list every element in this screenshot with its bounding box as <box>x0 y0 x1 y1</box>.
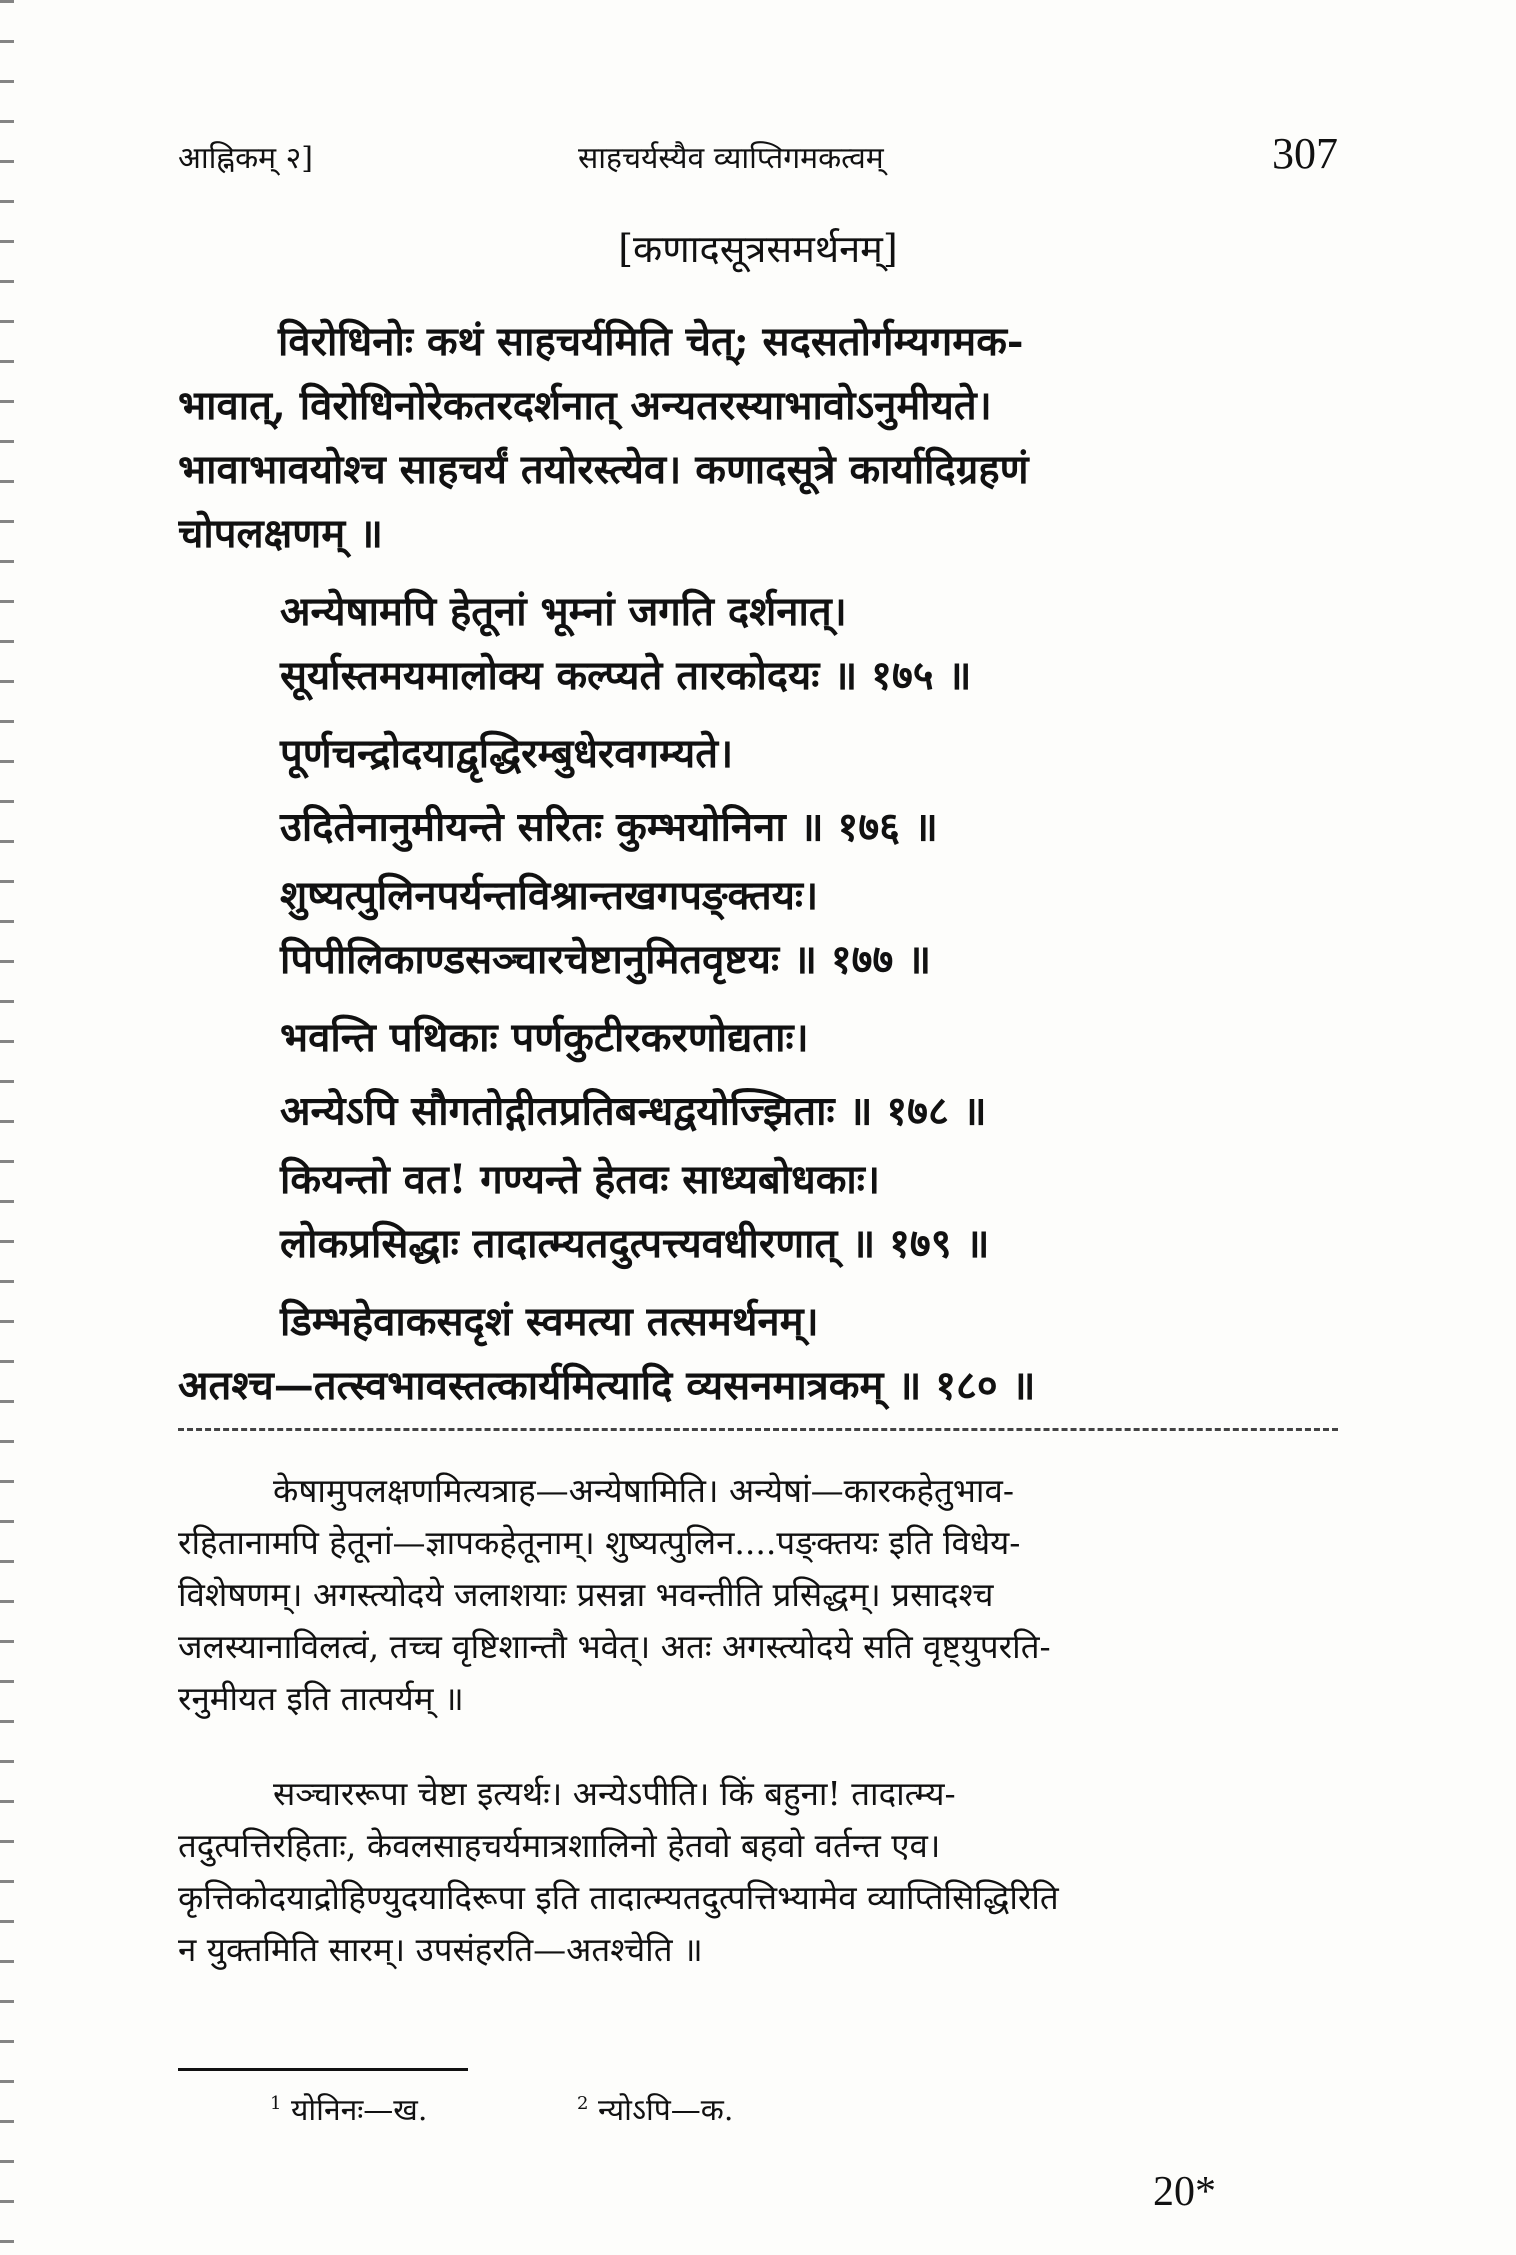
verse-176 <box>280 722 1340 850</box>
commentary-paragraph-1 <box>178 1465 1338 1725</box>
verse-177 <box>280 864 1340 992</box>
footnote-marker: 1 <box>270 2093 282 2114</box>
commentary-line: विशेषणम्। अगस्त्योदये जलाशयाः प्रसन्ना भवन्तीति प्रसिद्धम्। प्रसादश्च <box>178 1575 994 1614</box>
verse-line: कियन्तो वत! गण्यन्ते हेतवः साध्यबोधकाः। <box>280 1156 881 1203</box>
scan-edge <box>0 0 14 2255</box>
prose-line: चोपलक्षणम् ॥ <box>178 510 384 557</box>
running-header <box>178 128 1338 188</box>
verse-line: पिपीलिकाण्डसञ्चारचेष्टानुमितवृष्टयः ॥ १७७ ॥ <box>280 936 932 983</box>
verse-line: लोकप्रसिद्धाः तादात्म्यतदुत्पत्त्यवधीरणात् ॥ १७९ ॥ <box>280 1220 990 1267</box>
commentary-paragraph-2 <box>178 1768 1338 1976</box>
section-title: [कणादसूत्रसमर्थनम्] <box>618 227 898 271</box>
footnote-rule <box>178 2068 468 2071</box>
footnote-marker: 2 <box>576 2093 589 2114</box>
verse-line: पूर्णचन्द्रोदयाद्वृद्धिरम्बुधेरवगम्यते। <box>280 730 734 777</box>
verse-line <box>280 786 1340 850</box>
prose-paragraph <box>178 310 1338 566</box>
commentary-line: केषामुपलक्षणमित्यत्राह—अन्येषामिति। अन्येषां—कारकहेतुभाव- <box>273 1471 1014 1510</box>
commentary-line: तदुत्पत्तिरहिताः, केवलसाहचर्यमात्रशालिनो हेतवो बहवो वर्तन्त एव। <box>178 1826 941 1865</box>
header-center: साहचर्यस्यैव व्याप्तिगमकत्वम् <box>578 141 884 176</box>
footnote-text: योनिनः—ख. <box>291 2093 428 2128</box>
header-left: आह्निकम् २] <box>178 141 313 176</box>
footnote-2 <box>577 2093 803 2128</box>
commentary-line: कृत्तिकोदयाद्रोहिण्युदयादिरूपा इति तादात्म्यतदुत्पत्तिभ्यामेव व्याप्तिसिद्धिरिति <box>178 1878 1059 1917</box>
verse-block <box>178 580 1340 1432</box>
commentary-line: रनुमीयत इति तात्पर्यम् ॥ <box>178 1679 464 1718</box>
verse-text: सौगतोद्गीतप्रतिबन्धद्वयोज्झिताः ॥ १७८ ॥ <box>397 1087 987 1135</box>
verse-text: उदितेनानुमीयन्ते सरितः कुम्भयोनिना <box>280 803 786 851</box>
footnote-1 <box>270 2093 497 2128</box>
verse-line: अन्येषामपि हेतूनां भूम्नां जगति दर्शनात्। <box>280 588 847 635</box>
verse-178 <box>280 1006 1340 1134</box>
prose-line: भावात्, विरोधिनोरेकतरदर्शनात् अन्यतरस्याभावोऽनुमीयते। <box>178 382 992 429</box>
prose-line: भावाभावयोश्च साहचर्यं तयोरस्त्येव। कणादसूत्रे कार्यादिग्रहणं <box>178 446 1029 493</box>
commentary-line: न युक्तमिति सारम्। उपसंहरति—अतश्चेति ॥ <box>178 1930 703 1969</box>
footnotes <box>270 2088 873 2129</box>
page-number: 307 <box>1272 129 1338 178</box>
dashed-divider <box>178 1428 1338 1431</box>
verse-180 <box>178 1290 1340 1418</box>
verse-line: अतश्च—तत्स्वभावस्तत्कार्यमित्यादि व्यसनमात्रकम् ॥ १८० ॥ <box>178 1362 1036 1409</box>
verse-line: सूर्यास्तमयमालोक्य कल्प्यते तारकोदयः ॥ १७५ ॥ <box>280 652 972 699</box>
verse-text: अन्येऽपि <box>280 1087 398 1135</box>
verse-179 <box>280 1148 1340 1276</box>
commentary-line: रहितानामपि हेतूनां—ज्ञापकहेतूनाम्। शुष्यत्पुलिन....पङ्क्तयः इति विधेय- <box>178 1523 1021 1562</box>
verse-line: शुष्यत्पुलिनपर्यन्तविश्रान्तखगपङ्क्तयः। <box>280 872 819 919</box>
verse-175 <box>280 580 1340 708</box>
prose-line: विरोधिनोः कथं साहचर्यमिति चेत्; सदसतोर्गम्यगमक- <box>278 318 1024 365</box>
footnote-text: न्योऽपि—क. <box>597 2093 734 2128</box>
commentary-line: सञ्चाररूपा चेष्टा इत्यर्थः। अन्येऽपीति। किं बहुना! तादात्म्य- <box>273 1774 956 1813</box>
verse-line <box>280 1070 1340 1134</box>
verse-line: डिम्भहेवाकसदृशं स्वमत्या तत्समर्थनम्। <box>280 1298 819 1345</box>
signature-mark: 20* <box>1153 2169 1216 2215</box>
verse-number: ॥ १७६ ॥ <box>785 803 938 851</box>
verse-line: भवन्ति पथिकाः पर्णकुटीरकरणोद्यताः। <box>280 1014 809 1061</box>
commentary-line: जलस्यानाविलत्वं, तच्च वृष्टिशान्तौ भवेत्। अतः अगस्त्योदये सति वृष्ट्युपरति- <box>178 1627 1051 1666</box>
